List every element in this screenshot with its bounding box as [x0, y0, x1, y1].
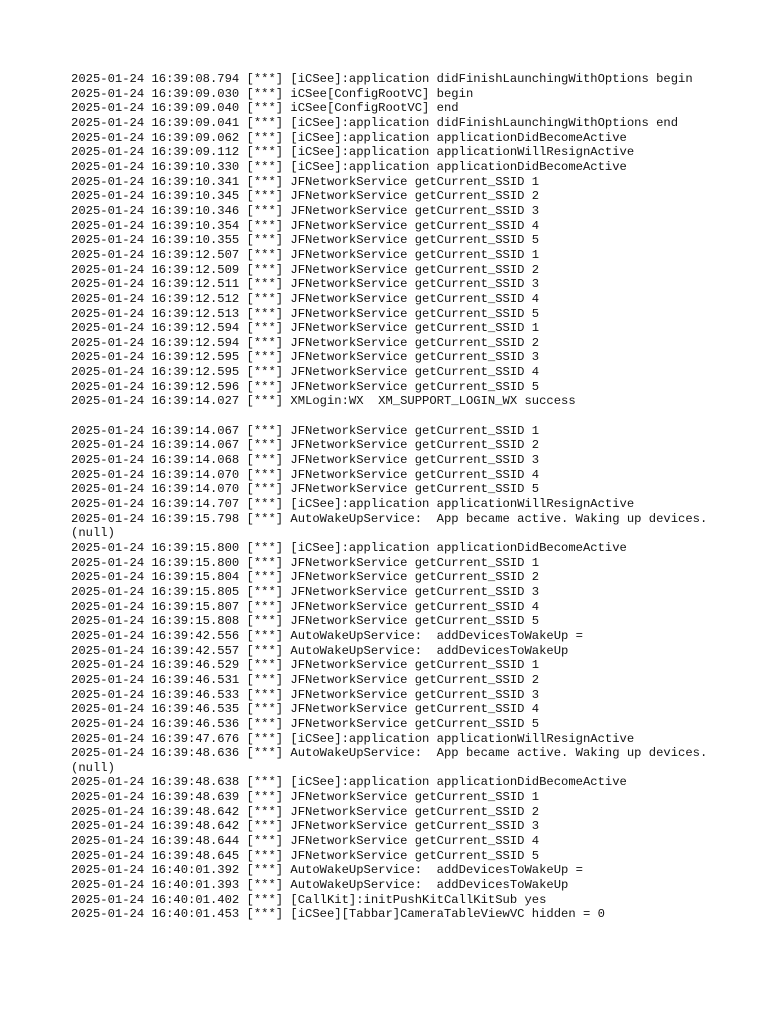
log-line: 2025-01-24 16:39:15.800 [***] [iCSee]:application applicationDidBecomeActive [71, 540, 627, 555]
log-line: 2025-01-24 16:39:48.638 [***] [iCSee]:application applicationDidBecomeActive [71, 775, 627, 790]
log-line: 2025-01-24 16:39:12.512 [***] JFNetworkService getCurrent_SSID 4 [71, 291, 540, 306]
log-blank-line [71, 409, 711, 424]
log-line: 2025-01-24 16:39:46.535 [***] JFNetworkService getCurrent_SSID 4 [71, 702, 540, 717]
log-line: 2025-01-24 16:39:15.804 [***] JFNetworkService getCurrent_SSID 2 [71, 570, 540, 585]
log-line: 2025-01-24 16:39:46.529 [***] JFNetworkService getCurrent_SSID 1 [71, 658, 540, 673]
log-line: 2025-01-24 16:39:14.027 [***] XMLogin:WX XM_SUPPORT_LOGIN_WX success [71, 394, 576, 409]
log-line: 2025-01-24 16:39:46.531 [***] JFNetworkService getCurrent_SSID 2 [71, 672, 540, 687]
log-line: 2025-01-24 16:40:01.392 [***] AutoWakeUpService: addDevicesToWakeUp = [71, 863, 583, 878]
log-line: 2025-01-24 16:39:10.330 [***] [iCSee]:application applicationDidBecomeActive [71, 159, 627, 174]
log-line: 2025-01-24 16:39:12.509 [***] JFNetworkService getCurrent_SSID 2 [71, 262, 540, 277]
log-line: 2025-01-24 16:39:10.355 [***] JFNetworkService getCurrent_SSID 5 [71, 233, 540, 248]
log-line: 2025-01-24 16:39:12.507 [***] JFNetworkService getCurrent_SSID 1 [71, 247, 540, 262]
log-line: 2025-01-24 16:39:48.644 [***] JFNetworkService getCurrent_SSID 4 [71, 834, 540, 849]
log-line: 2025-01-24 16:39:46.536 [***] JFNetworkService getCurrent_SSID 5 [71, 716, 540, 731]
log-line: 2025-01-24 16:39:09.041 [***] [iCSee]:application didFinishLaunchingWithOptions end [71, 115, 679, 130]
log-line: 2025-01-24 16:39:12.513 [***] JFNetworkService getCurrent_SSID 5 [71, 306, 540, 321]
log-line: 2025-01-24 16:39:12.511 [***] JFNetworkService getCurrent_SSID 3 [71, 277, 540, 292]
log-line: 2025-01-24 16:39:14.068 [***] JFNetworkService getCurrent_SSID 3 [71, 453, 540, 468]
log-line: 2025-01-24 16:39:10.341 [***] JFNetworkService getCurrent_SSID 1 [71, 174, 540, 189]
log-line: 2025-01-24 16:39:09.062 [***] [iCSee]:application applicationDidBecomeActive [71, 130, 627, 145]
log-line: 2025-01-24 16:39:48.636 [***] AutoWakeUpService: App became active. Waking up devices. (null) [71, 746, 715, 775]
log-line: 2025-01-24 16:39:12.594 [***] JFNetworkService getCurrent_SSID 2 [71, 335, 540, 350]
log-line: 2025-01-24 16:40:01.393 [***] AutoWakeUpService: addDevicesToWakeUp [71, 878, 569, 893]
log-line: 2025-01-24 16:39:42.556 [***] AutoWakeUpService: addDevicesToWakeUp = [71, 628, 583, 643]
log-line: 2025-01-24 16:39:46.533 [***] JFNetworkService getCurrent_SSID 3 [71, 687, 540, 702]
log-line: 2025-01-24 16:39:42.557 [***] AutoWakeUpService: addDevicesToWakeUp [71, 643, 569, 658]
log-line: 2025-01-24 16:39:14.067 [***] JFNetworkService getCurrent_SSID 1 [71, 423, 540, 438]
log-line: 2025-01-24 16:39:14.067 [***] JFNetworkService getCurrent_SSID 2 [71, 438, 540, 453]
log-line: 2025-01-24 16:39:48.642 [***] JFNetworkService getCurrent_SSID 2 [71, 804, 540, 819]
log-line: 2025-01-24 16:40:01.453 [***] [iCSee][Tabbar]CameraTableViewVC hidden = 0 [71, 907, 605, 922]
log-line: 2025-01-24 16:39:14.707 [***] [iCSee]:application applicationWillResignActive [71, 497, 635, 512]
log-line: 2025-01-24 16:39:09.040 [***] iCSee[ConfigRootVC] end [71, 101, 459, 116]
log-line: 2025-01-24 16:39:15.800 [***] JFNetworkService getCurrent_SSID 1 [71, 555, 540, 570]
log-line: 2025-01-24 16:39:48.639 [***] JFNetworkService getCurrent_SSID 1 [71, 790, 540, 805]
log-line: 2025-01-24 16:39:12.596 [***] JFNetworkService getCurrent_SSID 5 [71, 379, 540, 394]
log-line: 2025-01-24 16:39:48.645 [***] JFNetworkService getCurrent_SSID 5 [71, 848, 540, 863]
log-line: 2025-01-24 16:39:14.070 [***] JFNetworkService getCurrent_SSID 4 [71, 467, 540, 482]
log-line: 2025-01-24 16:39:10.346 [***] JFNetworkService getCurrent_SSID 3 [71, 203, 540, 218]
log-line: 2025-01-24 16:39:09.112 [***] [iCSee]:application applicationWillResignActive [71, 145, 635, 160]
log-line: 2025-01-24 16:39:09.030 [***] iCSee[ConfigRootVC] begin [71, 86, 474, 101]
log-line: 2025-01-24 16:40:01.402 [***] [CallKit]:initPushKitCallKitSub yes [71, 892, 547, 907]
log-line: 2025-01-24 16:39:08.794 [***] [iCSee]:application didFinishLaunchingWithOptions begin [71, 72, 693, 86]
log-line: 2025-01-24 16:39:47.676 [***] [iCSee]:application applicationWillResignActive [71, 731, 635, 746]
log-line: 2025-01-24 16:39:14.070 [***] JFNetworkService getCurrent_SSID 5 [71, 482, 540, 497]
log-line: 2025-01-24 16:39:15.805 [***] JFNetworkService getCurrent_SSID 3 [71, 584, 540, 599]
log-line: 2025-01-24 16:39:10.345 [***] JFNetworkService getCurrent_SSID 2 [71, 189, 540, 204]
log-text-block [71, 72, 715, 922]
log-line: 2025-01-24 16:39:12.594 [***] JFNetworkService getCurrent_SSID 1 [71, 321, 540, 336]
log-line: 2025-01-24 16:39:12.595 [***] JFNetworkService getCurrent_SSID 4 [71, 365, 540, 380]
log-line: 2025-01-24 16:39:10.354 [***] JFNetworkService getCurrent_SSID 4 [71, 218, 540, 233]
log-line: 2025-01-24 16:39:15.807 [***] JFNetworkService getCurrent_SSID 4 [71, 599, 540, 614]
log-line: 2025-01-24 16:39:12.595 [***] JFNetworkService getCurrent_SSID 3 [71, 350, 540, 365]
log-line: 2025-01-24 16:39:48.642 [***] JFNetworkService getCurrent_SSID 3 [71, 819, 540, 834]
log-line: 2025-01-24 16:39:15.798 [***] AutoWakeUpService: App became active. Waking up devices. (null) [71, 511, 715, 541]
log-line: 2025-01-24 16:39:15.808 [***] JFNetworkService getCurrent_SSID 5 [71, 614, 540, 629]
